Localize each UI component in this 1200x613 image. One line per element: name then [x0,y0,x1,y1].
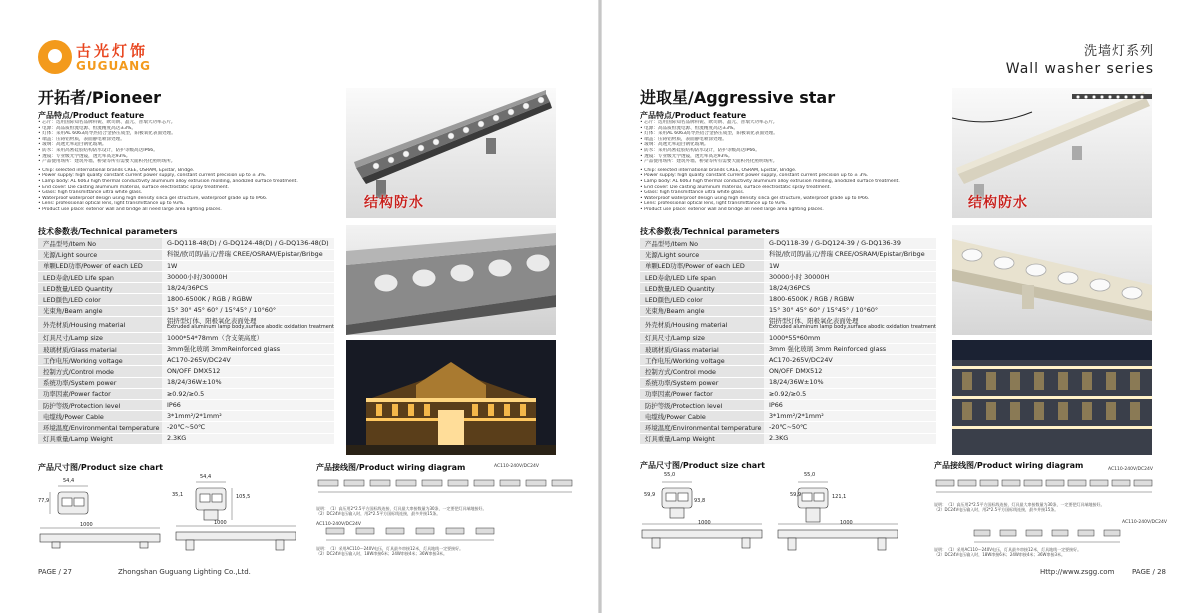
spec-label: 电缆线/Power Cable [38,411,162,422]
spec-value: 3*1mm²/2*1mm² [764,411,936,422]
dim-height: 59,9 [790,492,802,498]
product-photo [346,88,556,218]
spec-row [640,377,936,388]
spec-row [640,411,936,422]
spec-label: LED数量/LED Quantity [640,283,764,294]
feature-heading: 产品特点/Product feature [38,111,145,120]
spec-value: AC170-265V/DC24V [764,355,936,366]
wiring-heading: 产品接线图/Product wiring diagram [316,463,466,472]
spec-value: -20℃~50℃ [162,422,334,433]
spec-label: 控制方式/Control mode [640,366,764,377]
spec-value: 18/24/36W±10% [162,377,334,388]
feature-cn: • 电源：高品质恒流电源、恒流精度高达±3%。 [640,125,738,131]
feature-cn: • 玻璃：高透光率超白钢化玻璃。 [38,142,107,148]
size-chart-heading: 产品尺寸图/Product size chart [38,463,163,472]
feature-cn: • 透镜：专业级光学透镜，透光率高达93%。 [640,153,733,159]
spec-row [38,355,334,366]
dim-width: 54,4 [200,474,212,480]
spec-row [38,260,334,271]
spec-label: 外壳材质/Housing material [38,316,162,332]
feature-en: • Lens: professional optical lens, light transmittance up to 93%. [640,201,787,207]
spec-label: 控制方式/Control mode [38,366,162,377]
feature-en: • Lens: professional optical lens, light transmittance up to 93%. [38,201,185,207]
spec-value: AC170-265V/DC24V [162,355,334,366]
spec-value-line: 铝挤型灯体、阳极氧化表面处理 [166,316,257,325]
spec-label: 系统功率/System power [38,377,162,388]
spec-value: 18/24/36W±10% [764,377,936,388]
spec-row [38,433,334,444]
logo-chinese: 古光灯饰 [76,42,149,60]
spec-value-line: Extruded aluminum lamp body,surface abodic oxidation treatment [166,324,334,331]
feature-cn: • 玻璃：高透光率超白钢化玻璃。 [640,142,709,148]
lit-building-image [952,340,1152,455]
spec-row [38,305,334,316]
voltage-label: AC110-240V/DC24V [1122,520,1167,525]
spec-value: 3*1mm²/2*1mm² [162,411,334,422]
spec-row [640,422,936,433]
spec-label: 光束角/Beam angle [640,305,764,316]
spec-label: 光源/Light source [640,249,764,260]
spec-value: 3mm 强化玻璃 3mm Reinforced glass [764,344,936,355]
spec-label: LED寿命/LED Life span [640,272,764,283]
feature-en: • End cover: Die casting aluminum material, surface electrostatic spray treatment. [640,184,831,190]
spec-value: ≥0.92/≥0.5 [764,388,936,399]
spec-label: 玻璃材质/Glass material [38,344,162,355]
feature-en: • Power supply: high quality constant current power supply, constant current precision up to ± 3%. [640,173,869,179]
feature-list [38,120,308,213]
feature-en: • Power supply: high quality constant current power supply, constant current precision up to ± 3%. [38,173,267,179]
spec-label: 工作电压/Working voltage [640,355,764,366]
size-chart-drawing [36,474,296,560]
spec-table [640,238,936,445]
feature-cn: • 产品使用场所：建筑外墙、桥梁等所有需要大面积亮化照明场所。 [38,159,176,165]
spec-row [38,238,334,249]
spec-value: 2.3KG [162,433,334,444]
feature-cn: • 芯片：选用国际知名品牌科锐、欧司朗、晶元、普瑞大功率芯片。 [640,120,778,125]
spec-label: 外壳材质/Housing material [640,316,764,332]
spec-value: -20℃~50℃ [764,422,936,433]
spec-label: 单颗LED功率/Power of each LED [38,260,162,271]
voltage-label: AC110-240V/DC24V [494,464,539,469]
product-photo [952,88,1152,218]
spec-value [162,316,334,332]
spec-row [640,366,936,377]
series-title [1006,40,1154,77]
spec-value: 1W [162,260,334,271]
spec-label: 环境温度/Environmental temperature [640,422,764,433]
spec-row [640,388,936,399]
wiring-note [316,506,487,516]
wiring-note [934,502,1105,512]
page-number: PAGE / 28 [1132,568,1167,576]
wiring-heading: 产品接线图/Product wiring diagram [934,461,1084,470]
voltage-label: AC110-240V/DC24V [316,522,361,527]
spec-value: 3mm强化玻璃 3mmReinforced glass [162,344,334,355]
spec-table [38,238,334,445]
feature-en: • Chip: selected international brands CREE, OSRAM, Epistar, Bridge. [38,167,195,173]
feature-cn: • 产品使用场所：建筑外墙、桥梁等所有需要大面积亮化照明场所。 [640,159,778,165]
wiring-note [316,546,463,556]
note-line: 说明：（1）采用AC110～240V电压，灯具最多串接12米，灯具地线一定要接好。 [934,547,1082,552]
spec-value: 1000*54*78mm（含支架高度） [162,332,334,343]
spec-value: 15° 30° 45° 60° / 15°45° / 10°60° [764,305,936,316]
spec-label: 灯具重量/Lamp Weight [640,433,764,444]
spec-label: 产品型号/Item No [38,238,162,249]
spec-value: ON/OFF DMX512 [764,366,936,377]
spec-row [38,388,334,399]
spec-row [640,305,936,316]
left-page [0,0,598,613]
spec-value: 30000小时 30000H [764,272,936,283]
right-page [602,0,1200,613]
spec-label: 防护等级/Protection level [640,399,764,410]
feature-heading: 产品特点/Product feature [640,111,747,120]
spec-row [640,238,936,249]
note-line: 说明：（1）高压用2*2.5平方国标线连接，灯具最大串接数量为30条，一定要把灯具端地接好。 [934,502,1105,507]
spec-value: 18/24/36PCS [162,283,334,294]
waterproof-stamp: 结构防水 [968,195,1028,211]
feature-cn: • 透镜：专业级光学透镜，透光率高达93%。 [38,153,131,159]
logo-english: GUGUANG [76,59,151,73]
spec-value: G-DQ118-39 / G-DQ124-39 / G-DQ136-39 [764,238,936,249]
spec-label: 单颗LED功率/Power of each LED [640,260,764,271]
spec-value-line: Extruded aluminum lamp body,surface abodic oxidation treatment [768,324,936,331]
dim-height: 105,5 [236,494,251,500]
dim-height: 121,1 [832,494,847,500]
spec-label: 灯具尺寸/Lamp size [38,332,162,343]
spec-label: 灯具重量/Lamp Weight [38,433,162,444]
feature-en: • End cover: Die casting aluminum material, surface electrostatic spray treatment. [38,184,229,190]
note-line: 说明：（1）高压用2*2.5平方国标线连接，灯具最大串接数量为30条，一定要把灯具端地接好。 [316,506,487,511]
spec-row [38,332,334,343]
spec-row [38,272,334,283]
product-title: 开拓者/Pioneer [38,88,162,107]
feature-en: • Product use place: exterior wall and bridge all need large area lighting places. [640,206,824,212]
feature-cn: • 端盖：压铸铝材质，表面静电喷涂处理。 [640,136,727,142]
logo-g-icon [38,40,72,74]
spec-row [38,411,334,422]
website-url[interactable]: Http://www.zsgg.com [1040,568,1115,576]
dim-length: 1000 [80,522,93,528]
dim-height: 77,9 [38,498,50,504]
feature-en: • Product use place: exterior wall and bridge all need large area lighting places. [38,206,222,212]
lit-building-image [346,340,556,455]
dim-width: 54,4 [63,478,75,484]
spec-label: 产品型号/Item No [640,238,764,249]
spec-value-line: 铝挤型灯体、阳极氧化表面处理 [768,316,859,325]
tech-heading: 技术参数表/Technical parameters [38,227,178,236]
building-photo [346,340,556,455]
spec-row [640,433,936,444]
spec-value: 1W [764,260,936,271]
spec-value: ≥0.92/≥0.5 [162,388,334,399]
spec-row [640,332,936,343]
spec-row [640,283,936,294]
feature-cn: • 灯体：采用AL 6063高导热铝合金挤压成型，阳极氧化表面处理。 [640,131,778,137]
feature-en: • Waterproof waterproof design using high density silica gel structure, waterproof grade up to IP66. [38,195,268,201]
spec-row [640,344,936,355]
spec-label: 灯具尺寸/Lamp size [640,332,764,343]
spec-label: LED颜色/LED color [38,294,162,305]
spec-value: 18/24/36PCS [764,283,936,294]
feature-cn: • 防水：采用高密硅胶结构防水设计，防护等级高达IP66。 [640,147,760,153]
spec-row [38,366,334,377]
lamp-closeup-image [346,225,556,335]
spec-value [764,316,936,332]
feature-en: • Lamp body: AL 6063 high thermal conductivity aluminum alloy extrusion molding, anodized surface treatment. [640,178,900,184]
note-line: （2）DC24V电压输入时，用2*2.5平方国标线连接，最多并接15条。 [934,507,1059,512]
spec-row [38,399,334,410]
feature-en: • Chip: selected international brands CREE, OSRAM, Epistar, Bridge. [640,167,797,173]
feature-cn: • 端盖：压铸铝材质，表面静电喷涂处理。 [38,136,125,142]
spec-label: 防护等级/Protection level [38,399,162,410]
dim-height: 35,1 [172,492,184,498]
spec-row [38,249,334,260]
series-en: Wall washer series [1005,61,1154,77]
dim-width: 55,0 [664,472,676,478]
spec-value: 1800-6500K / RGB / RGBW [162,294,334,305]
feature-en: • Waterproof waterproof design using high density silica gel structure, waterproof grade up to IP66. [640,195,870,201]
feature-cn: • 芯片：选用国际知名品牌科锐、欧司朗、晶元、普瑞大功率芯片。 [38,120,176,125]
feature-list [640,120,910,213]
feature-cn: • 灯体：采用AL 6063高导热铝合金挤压成型，阳极氧化表面处理。 [38,131,176,137]
spec-value: ON/OFF DMX512 [162,366,334,377]
feature-en: • Glass: high transmittance ultra white glass. [38,190,143,196]
voltage-label: AC110-240V/DC24V [1108,467,1153,472]
spec-label: LED数量/LED Quantity [38,283,162,294]
product-title: 进取星/Aggressive star [640,88,836,107]
spec-value: 1000*55*60mm [764,332,936,343]
wiring-note [934,547,1081,557]
spec-label: LED颜色/LED color [640,294,764,305]
spec-row [640,355,936,366]
dim-height: 93,8 [694,498,706,504]
spec-label: 功率因素/Power factor [38,388,162,399]
note-line: （2）DC24V电压输入时，18W串接6米；24W串接4米；36W串接3米。 [934,552,1066,557]
spec-row [640,399,936,410]
dim-height: 59,9 [644,492,656,498]
note-line: （2）DC24V电压输入时，用2*2.5平方国标线连接，最多并接15条。 [316,511,441,516]
feature-en: • Lamp body: AL 6063 high thermal conductivity aluminum alloy extrusion molding, anodized surface treatment. [38,178,298,184]
dim-width: 55,0 [804,472,816,478]
spec-value: 科锐/欧司朗/晶元/普瑞 CREE/OSRAM/Epistar/Bribge [764,249,936,260]
spec-value: 2.3KG [764,433,936,444]
feature-cn: • 防水：采用高密硅胶结构防水设计，防护等级高达IP66。 [38,147,158,153]
dim-length: 1000 [698,520,711,526]
spec-label: 电缆线/Power Cable [640,411,764,422]
spec-value: 30000小时/30000H [162,272,334,283]
series-cn: 洗墙灯系列 [1083,44,1154,59]
spec-row [38,283,334,294]
product-closeup-photo [346,225,556,335]
spec-label: LED寿命/LED Life span [38,272,162,283]
spec-row [640,272,936,283]
building-photo [952,340,1152,455]
product-closeup-photo [952,225,1152,335]
spec-row [640,294,936,305]
spec-value: 15° 30° 45° 60° / 15°45° / 10°60° [162,305,334,316]
spec-row [38,294,334,305]
company-name: Zhongshan Guguang Lighting Co.,Ltd. [118,568,251,576]
spec-value: 1800-6500K / RGB / RGBW [764,294,936,305]
spec-value: IP66 [162,399,334,410]
spec-label: 光束角/Beam angle [38,305,162,316]
feature-en: • Glass: high transmittance ultra white glass. [640,190,745,196]
note-line: 说明：（1）采用AC110～240V电压，灯具最多串接12米，灯具地线一定要接好。 [316,546,464,551]
waterproof-stamp: 结构防水 [364,195,424,211]
lamp-closeup-image [952,225,1152,335]
spec-label: 系统功率/System power [640,377,764,388]
spec-row [640,260,936,271]
spec-label: 工作电压/Working voltage [38,355,162,366]
size-chart-drawing [638,474,898,560]
brand-logo [38,40,158,76]
dim-length: 1000 [840,520,853,526]
spec-row [640,316,936,332]
spec-value: 科锐/欧司朗/晶元/普瑞 CREE/OSRAM/Epistar/Bribge [162,249,334,260]
spec-label: 功率因素/Power factor [640,388,764,399]
spec-row [38,344,334,355]
spec-value: G-DQ118-48(D) / G-DQ124-48(D) / G-DQ136-48(D) [162,238,334,249]
feature-cn: • 电源：高品质恒流电源、恒流精度高达±3%。 [38,125,136,131]
spec-row [640,249,936,260]
tech-heading: 技术参数表/Technical parameters [640,227,780,236]
spec-row [38,422,334,433]
spec-label: 光源/Light source [38,249,162,260]
spec-value: IP66 [764,399,936,410]
spec-row [38,377,334,388]
spec-label: 环境温度/Environmental temperature [38,422,162,433]
spec-row [38,316,334,332]
note-line: （2）DC24V电压输入时，18W串接6米；24W串接4米；36W串接3米。 [316,551,448,556]
page-number: PAGE / 27 [38,568,73,576]
dim-length: 1000 [214,520,227,526]
spec-label: 玻璃材质/Glass material [640,344,764,355]
size-chart-heading: 产品尺寸图/Product size chart [640,461,765,470]
